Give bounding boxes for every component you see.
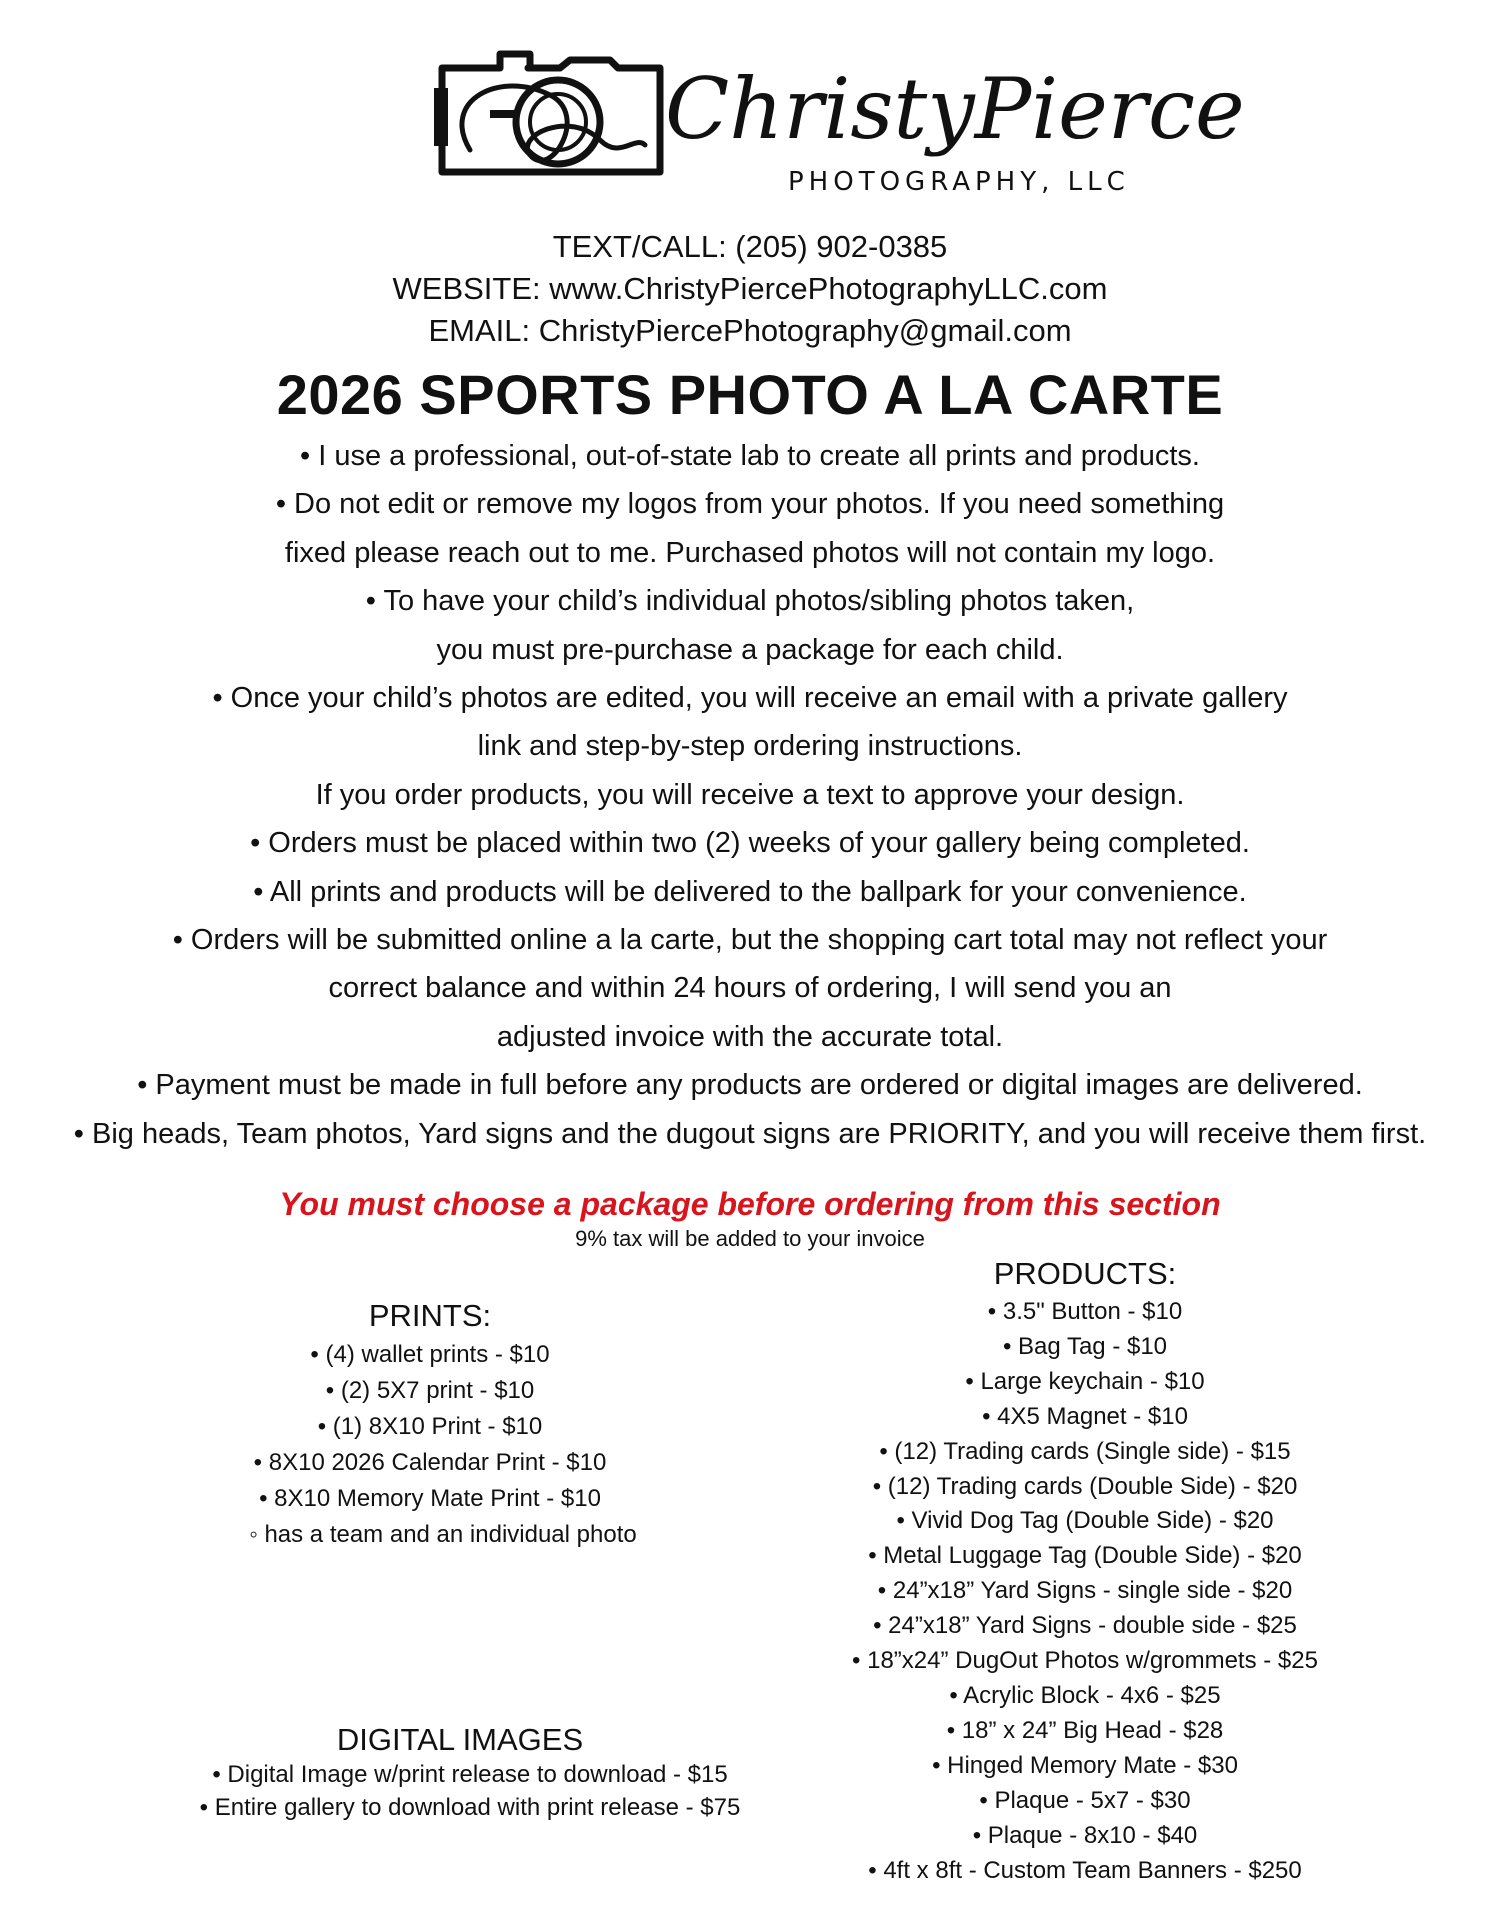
page-title: 2026 SPORTS PHOTO A LA CARTE xyxy=(276,363,1224,426)
products-heading: PRODUCTS: xyxy=(993,1256,1177,1291)
list-item: • Plaque - 8x10 - $40 xyxy=(972,1821,1198,1849)
policy-line: link and step-by-step ordering instructions. xyxy=(477,730,1023,763)
list-item: • 24”x18” Yard Signs - single side - $20 xyxy=(877,1577,1293,1605)
list-item: • (2) 5X7 print - $10 xyxy=(325,1377,535,1404)
policy-line: fixed please reach out to me. Purchased photos will not contain my logo. xyxy=(284,536,1216,569)
policy-line: adjusted invoice with the accurate total. xyxy=(496,1020,1004,1053)
contact-phone: TEXT/CALL: (205) 902-0385 xyxy=(552,229,948,264)
list-item: • 4ft x 8ft - Custom Team Banners - $250 xyxy=(868,1856,1302,1884)
policy-line: • Orders will be submitted online a la carte, but the shopping cart total may not reflect your xyxy=(172,924,1328,957)
list-item: • 8X10 Memory Mate Print - $10 xyxy=(259,1485,601,1512)
policy-line: • All prints and products will be delivered to the ballpark for your convenience. xyxy=(253,875,1247,908)
prints-heading: PRINTS: xyxy=(368,1298,492,1333)
list-item: • (12) Trading cards (Single side) - $15 xyxy=(879,1437,1291,1465)
policy-line: If you order products, you will receive a text to approve your design. xyxy=(315,778,1185,811)
list-item: • 24”x18” Yard Signs - double side - $25 xyxy=(873,1612,1297,1640)
policy-line: you must pre-purchase a package for each child. xyxy=(436,633,1064,666)
list-item: • Acrylic Block - 4x6 - $25 xyxy=(949,1681,1221,1709)
list-item: • 3.5" Button - $10 xyxy=(987,1298,1183,1325)
list-item: • Bag Tag - $10 xyxy=(1002,1332,1168,1360)
digital-heading: DIGITAL IMAGES xyxy=(336,1722,584,1757)
tax-note: 9% tax will be added to your invoice xyxy=(575,1226,925,1251)
policy-line: • Do not edit or remove my logos from your photos. If you need something xyxy=(275,488,1225,521)
list-subitem: ◦ has a team and an individual photo xyxy=(249,1521,637,1548)
policy-line: • To have your child’s individual photos/sibling photos taken, xyxy=(365,585,1135,618)
policy-line: • Once your child’s photos are edited, you will receive an email with a private gallery xyxy=(212,682,1288,715)
package-warning: You must choose a package before ordering from this section xyxy=(279,1186,1221,1222)
policy-list xyxy=(0,432,1500,1158)
policy-line: • Orders must be placed within two (2) weeks of your gallery being completed. xyxy=(250,827,1250,860)
list-item: • 8X10 2026 Calendar Print - $10 xyxy=(253,1449,607,1476)
products-list xyxy=(790,1295,1380,1888)
policy-line: • Big heads, Team photos, Yard signs and the dugout signs are PRIORITY, and you will receive them first. xyxy=(73,1117,1427,1150)
company-logo xyxy=(430,40,1245,210)
logo-script-text: ChristyPierce xyxy=(665,60,1245,158)
list-item: • Digital Image w/print release to download - $15 xyxy=(212,1761,728,1788)
list-item: • (1) 8X10 Print - $10 xyxy=(317,1413,543,1440)
list-item: • (4) wallet prints - $10 xyxy=(310,1341,550,1368)
list-item: • (12) Trading cards (Double Side) - $20 xyxy=(872,1472,1298,1500)
list-item: • Entire gallery to download with print release - $75 xyxy=(199,1794,741,1821)
digital-list xyxy=(130,1758,810,1824)
policy-line: correct balance and within 24 hours of ordering, I will send you an xyxy=(328,972,1172,1005)
contact-email: EMAIL: ChristyPiercePhotography@gmail.com xyxy=(428,313,1072,348)
list-item: • 18”x24” DugOut Photos w/grommets - $25 xyxy=(852,1647,1318,1675)
policy-line: • Payment must be made in full before any products are ordered or digital images are delivered. xyxy=(137,1069,1363,1102)
list-item: • Metal Luggage Tag (Double Side) - $20 xyxy=(868,1542,1302,1570)
logo-subtitle-text: PHOTOGRAPHY, LLC xyxy=(788,167,1130,197)
list-item: • Large keychain - $10 xyxy=(965,1367,1205,1395)
list-item: • Vivid Dog Tag (Double Side) - $20 xyxy=(896,1507,1274,1535)
prints-list xyxy=(180,1337,680,1553)
contact-website: WEBSITE: www.ChristyPiercePhotographyLLC.com xyxy=(392,271,1108,306)
list-item: • 4X5 Magnet - $10 xyxy=(982,1402,1188,1430)
policy-line: • I use a professional, out-of-state lab to create all prints and products. xyxy=(300,440,1200,472)
camera-logo-icon xyxy=(430,40,1245,210)
list-item: • Plaque - 5x7 - $30 xyxy=(979,1786,1191,1814)
list-item: • 18” x 24” Big Head - $28 xyxy=(946,1716,1224,1744)
list-item: • Hinged Memory Mate - $30 xyxy=(932,1751,1238,1779)
